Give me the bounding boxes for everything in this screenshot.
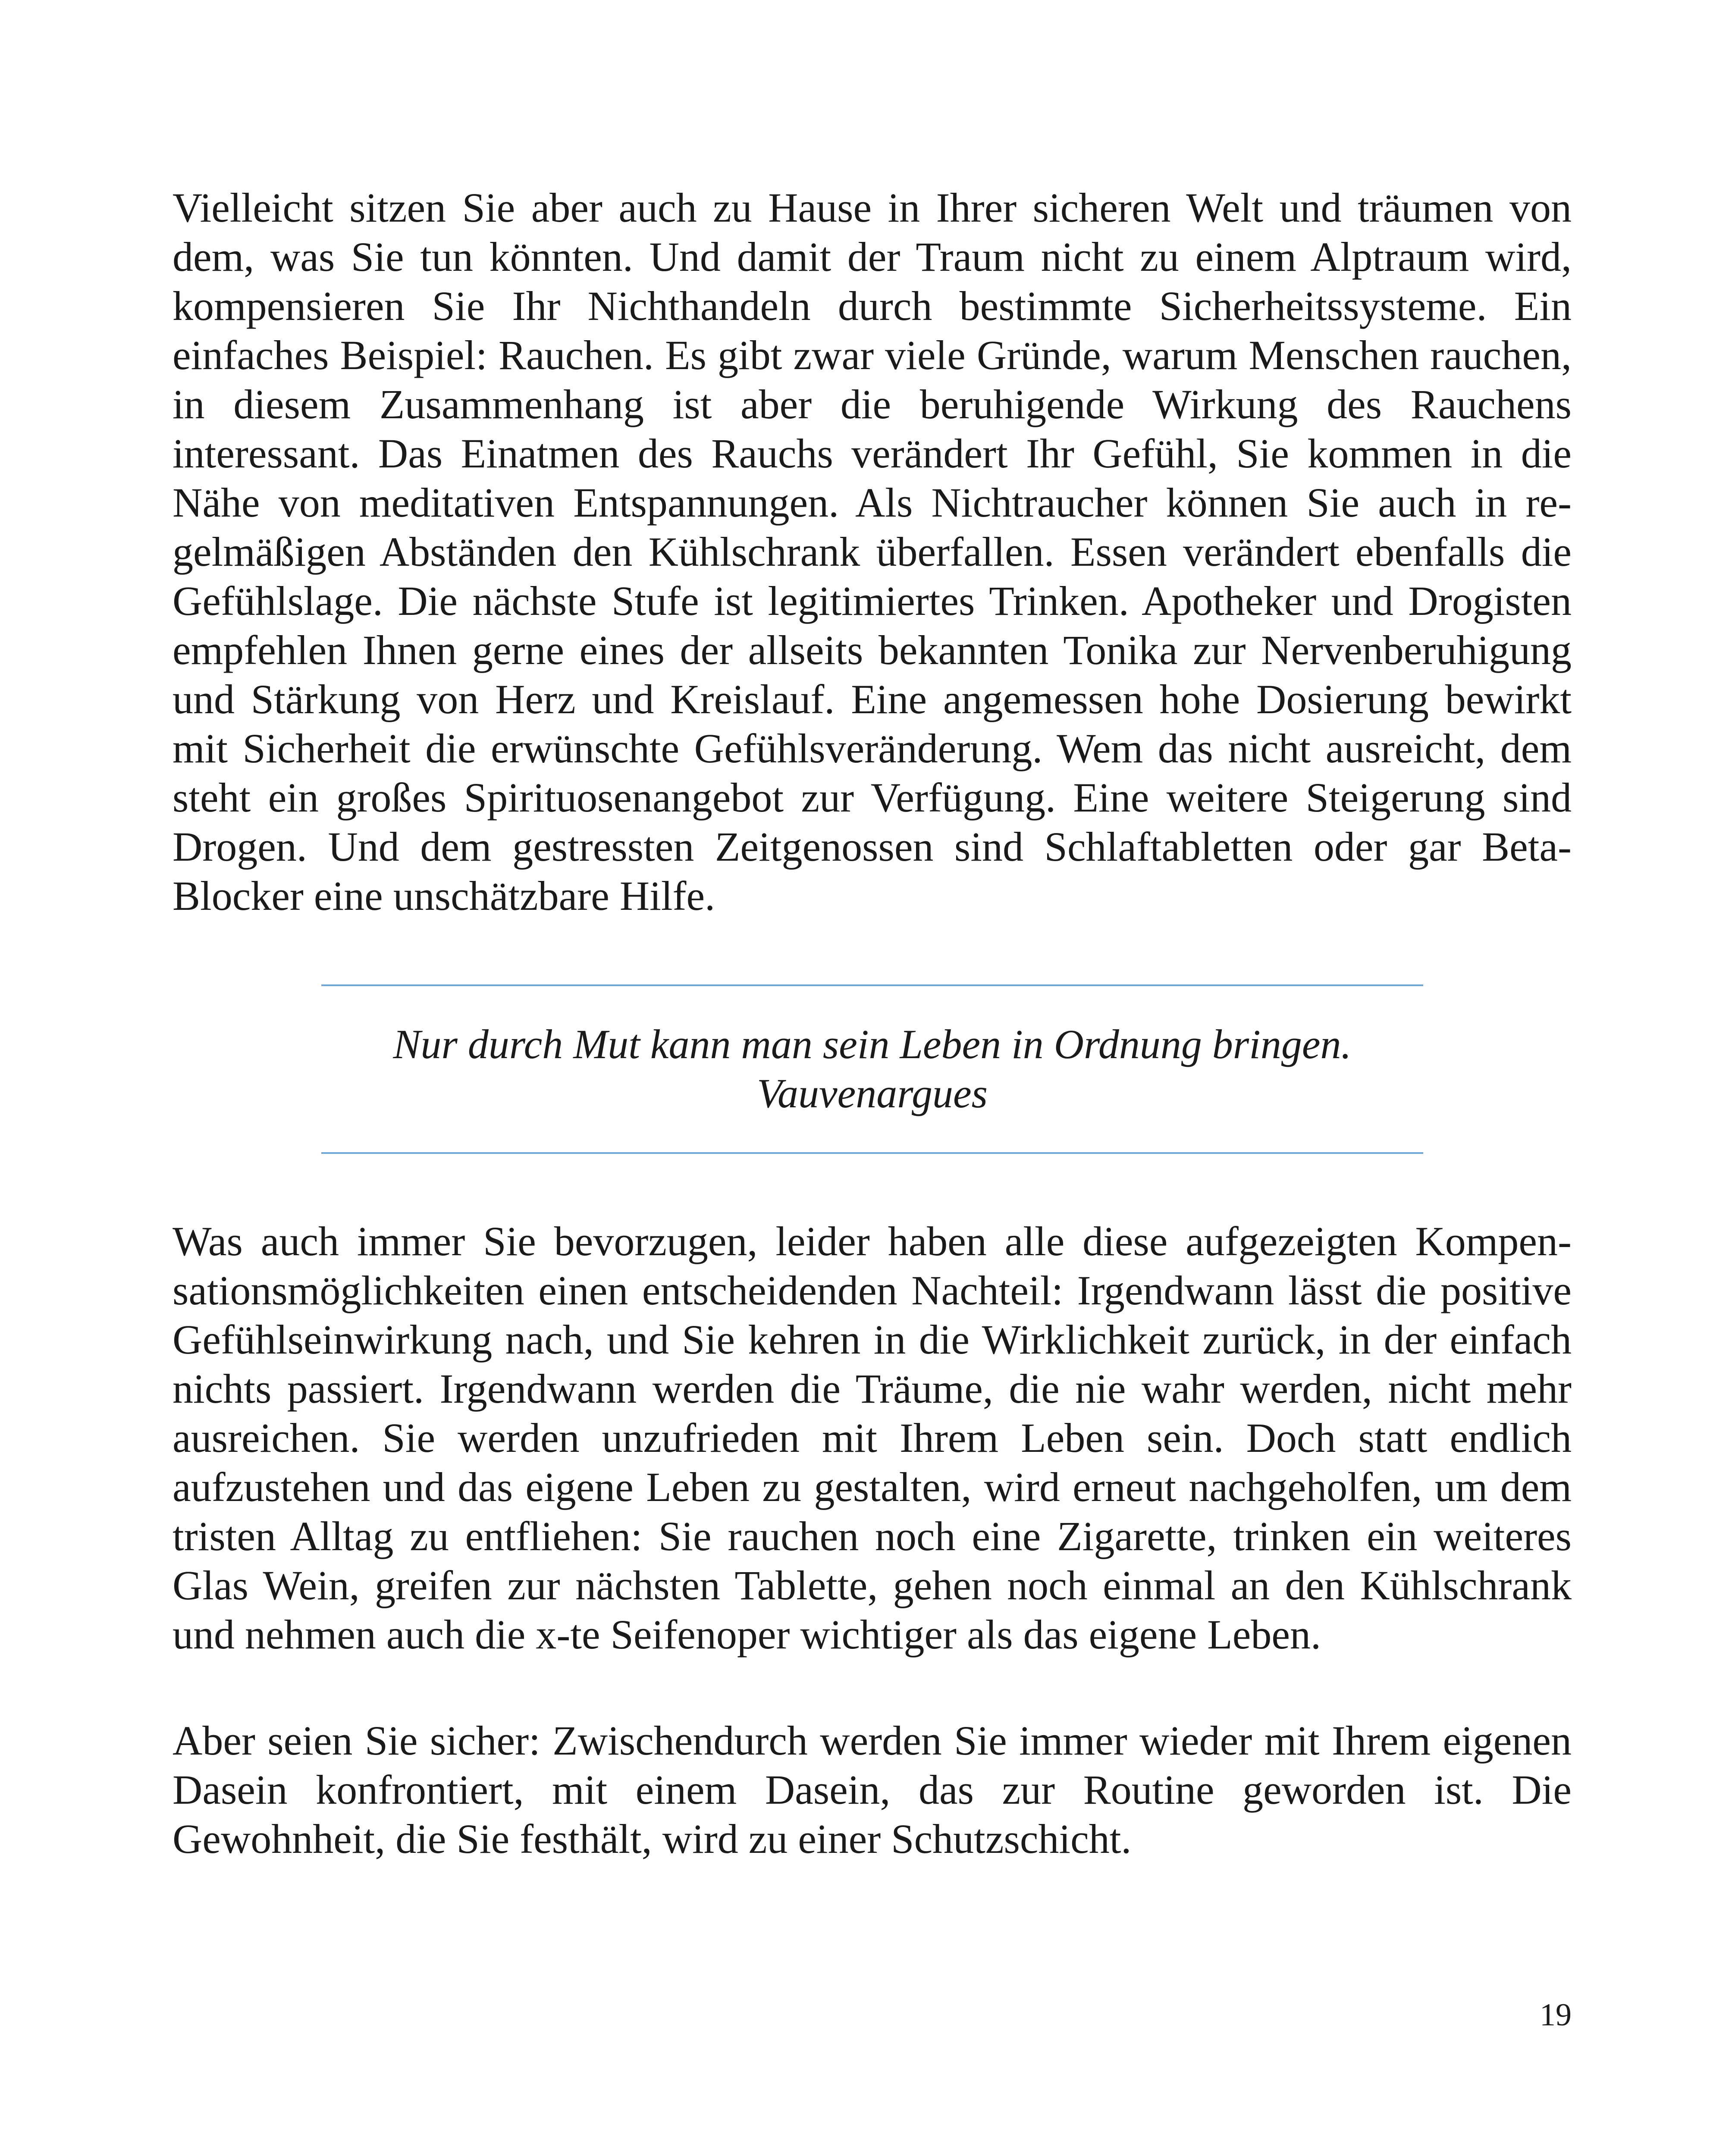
epigraph-quote	[321, 1020, 1423, 1118]
paragraph-1	[173, 183, 1572, 921]
paragraph-2-text: Was auch immer Sie bevorzugen, leider haben alle diese aufgezeigten Kompensationsmöglichkeiten einen entscheidenden Nachteil: Irgendwann lässt die positive Gefühlseinwirkung nach, und Sie kehren in die Wirklichkeit zurück, in der einfach nichts passiert. Irgendwann werden die Träume, die nie wahr werden, nicht mehr ausreichen. Sie werden unzufrieden mit Ihrem Leben sein. Doch statt endlich aufzustehen und das eigene Leben zu gestalten, wird erneut nachgeholfen, um dem tristen Alltag zu entfliehen: Sie rauchen noch eine Zigarette, trinken ein weiteres Glas Wein, greifen zur nächsten Tablette, gehen noch einmal an den Kühlschrank und nehmen auch die x-te Seifenoper wichtiger als das eigene Leben.	[173, 1218, 1572, 1658]
quote-rule-bottom	[321, 1152, 1423, 1154]
paragraph-3-text: Aber seien Sie sicher: Zwischendurch werden Sie immer wieder mit Ihrem eigenen Dasein konfrontiert, mit einem Dasein, das zur Routine geworden ist. Die Gewohnheit, die Sie festhält, wird zu einer Schutzschicht.	[173, 1717, 1572, 1862]
page-number: 19	[1540, 1997, 1572, 2033]
quote-text: Nur durch Mut kann man sein Leben in Ordnung bringen.	[393, 1021, 1352, 1067]
quote-author: Vauvenargues	[757, 1070, 988, 1116]
paragraph-1-text: Vielleicht sitzen Sie aber auch zu Hause in Ihrer sicheren Welt und träumen von dem, was Sie tun könnten. Und damit der Traum nicht zu einem Alptraum wird, kompensieren Sie Ihr Nichthandeln durch bestimmte Sicherheitssysteme. Ein einfaches Beispiel: Rauchen. Es gibt zwar viele Gründe, warum Menschen rauchen, in diesem Zusammenhang ist aber die beruhigende Wirkung des Rauchens interessant. Das Einatmen des Rauchs verändert Ihr Gefühl, Sie kommen in die Nähe von meditativen Entspannungen. Als Nichtraucher können Sie auch in regelmäßigen Abständen den Kühlschrank überfallen. Essen verändert ebenfalls die Gefühlslage. Die nächste Stufe ist legitimiertes Trinken. Apotheker und Drogisten empfehlen Ihnen gerne eines der allseits bekannten Tonika zur Nervenberuhigung und Stärkung von Herz und Kreislauf. Eine angemessen hohe Dosierung bewirkt mit Sicherheit die erwünschte Gefühlsveränderung. Wem das nicht ausreicht, dem steht ein großes Spirituosenangebot zur Verfügung. Eine weitere Steigerung sind Drogen. Und dem gestressten Zeitgenossen sind Schlaftabletten oder gar Beta-Blocker eine unschätzbare Hilfe.	[173, 185, 1572, 919]
paragraph-3	[173, 1716, 1572, 1864]
quote-rule-top	[321, 984, 1423, 986]
paragraph-2	[173, 1217, 1572, 1659]
